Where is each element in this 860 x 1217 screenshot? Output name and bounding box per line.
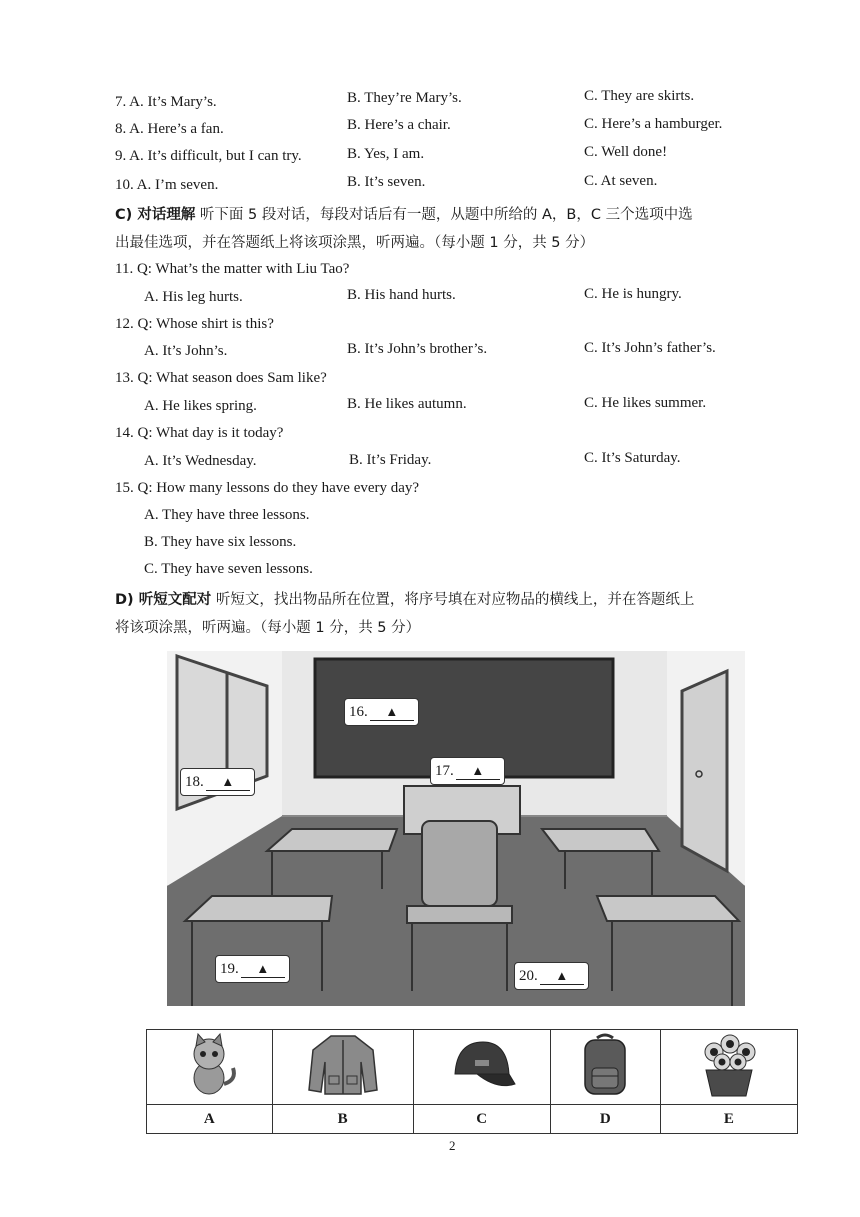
section-d-label: D) 听短文配对 (115, 592, 212, 608)
cap-icon (447, 1034, 517, 1096)
question-text: 14. Q: What day is it today? (115, 425, 284, 441)
label-number: 19. (220, 961, 239, 977)
option-b: B. Here’s a chair. (347, 117, 451, 133)
option-b: B. It’s seven. (347, 174, 426, 190)
items-image-row (147, 1030, 798, 1105)
section-d-heading (115, 588, 694, 609)
item-letter-e: E (660, 1105, 797, 1134)
option-c: C. It’s Saturday. (584, 450, 681, 466)
option-c: C. Well done! (584, 144, 668, 160)
flower-pot-icon (694, 1032, 764, 1098)
section-d-instructions: 听短文，找出物品所在位置，将序号填在对应物品的横线上，并在答题纸上 (211, 592, 695, 608)
label-18 (180, 768, 255, 796)
option-a: 8. A. Here’s a fan. (115, 121, 224, 137)
option-a: A. His leg hurts. (144, 289, 243, 305)
section-c-instructions: 听下面 5 段对话，每段对话后有一题，从题中所给的 A，B，C 三个选项中选 (195, 207, 693, 223)
option-b: B. It’s John’s brother’s. (347, 341, 488, 357)
label-number: 16. (349, 704, 368, 720)
label-number: 18. (185, 774, 204, 790)
section-d-instructions-2: 将该项涂黑，听两遍。（每小题 1 分，共 5 分） (115, 620, 421, 636)
item-a-image (147, 1030, 273, 1105)
option-c: C. They are skirts. (584, 88, 695, 104)
section-c-label: C) 对话理解 (115, 207, 196, 223)
question-text: 11. Q: What’s the matter with Liu Tao? (115, 261, 350, 277)
option-a: A. He likes spring. (144, 398, 257, 414)
item-letter-c: C (413, 1105, 550, 1134)
option-a: 10. A. I’m seven. (115, 177, 219, 193)
label-number: 20. (519, 968, 538, 984)
option-c: C. Here’s a hamburger. (584, 116, 723, 132)
item-b-image (272, 1030, 413, 1105)
option-a: 9. A. It’s difficult, but I can try. (115, 148, 302, 164)
answer-blank[interactable]: ▲ (540, 968, 584, 985)
label-17 (430, 757, 505, 785)
question-text: 13. Q: What season does Sam like? (115, 370, 327, 386)
section-c-heading (115, 203, 693, 224)
section-c-instructions-2: 出最佳选项，并在答题纸上将该项涂黑，听两遍。（每小题 1 分，共 5 分） (115, 235, 595, 251)
classroom-drawing (167, 651, 745, 1006)
option-b: B. His hand hurts. (347, 287, 456, 303)
option-b: B. They have six lessons. (144, 534, 297, 550)
option-a: A. It’s John’s. (144, 343, 228, 359)
answer-blank[interactable]: ▲ (206, 774, 250, 791)
option-a: 7. A. It’s Mary’s. (115, 94, 217, 110)
option-b: B. They’re Mary’s. (347, 90, 462, 106)
option-a: A. It’s Wednesday. (144, 453, 257, 469)
label-20 (514, 962, 589, 990)
answer-blank[interactable]: ▲ (241, 961, 285, 978)
option-a: A. They have three lessons. (144, 507, 310, 523)
label-number: 17. (435, 763, 454, 779)
item-d-image (550, 1030, 660, 1105)
item-letter-a: A (147, 1105, 273, 1134)
item-e-image (660, 1030, 797, 1105)
cat-icon (177, 1032, 241, 1098)
question-text: 12. Q: Whose shirt is this? (115, 316, 274, 332)
page-number: 2 (449, 1138, 456, 1153)
option-c: C. At seven. (584, 173, 658, 189)
option-b: B. Yes, I am. (347, 146, 425, 162)
answer-blank[interactable]: ▲ (456, 763, 500, 780)
items-table (146, 1029, 798, 1134)
items-letter-row (147, 1105, 798, 1134)
item-letter-d: D (550, 1105, 660, 1134)
option-c: C. They have seven lessons. (144, 561, 313, 577)
item-letter-b: B (272, 1105, 413, 1134)
answer-blank[interactable]: ▲ (370, 704, 414, 721)
label-19 (215, 955, 290, 983)
option-c: C. It’s John’s father’s. (584, 340, 716, 356)
item-c-image (413, 1030, 550, 1105)
classroom-illustration (167, 651, 745, 1006)
backpack-icon (577, 1032, 633, 1098)
option-b: B. He likes autumn. (347, 396, 467, 412)
question-text: 15. Q: How many lessons do they have every day? (115, 480, 420, 496)
option-c: C. He likes summer. (584, 395, 707, 411)
option-c: C. He is hungry. (584, 286, 682, 302)
option-b: B. It’s Friday. (349, 452, 432, 468)
coat-icon (307, 1032, 379, 1098)
label-16 (344, 698, 419, 726)
